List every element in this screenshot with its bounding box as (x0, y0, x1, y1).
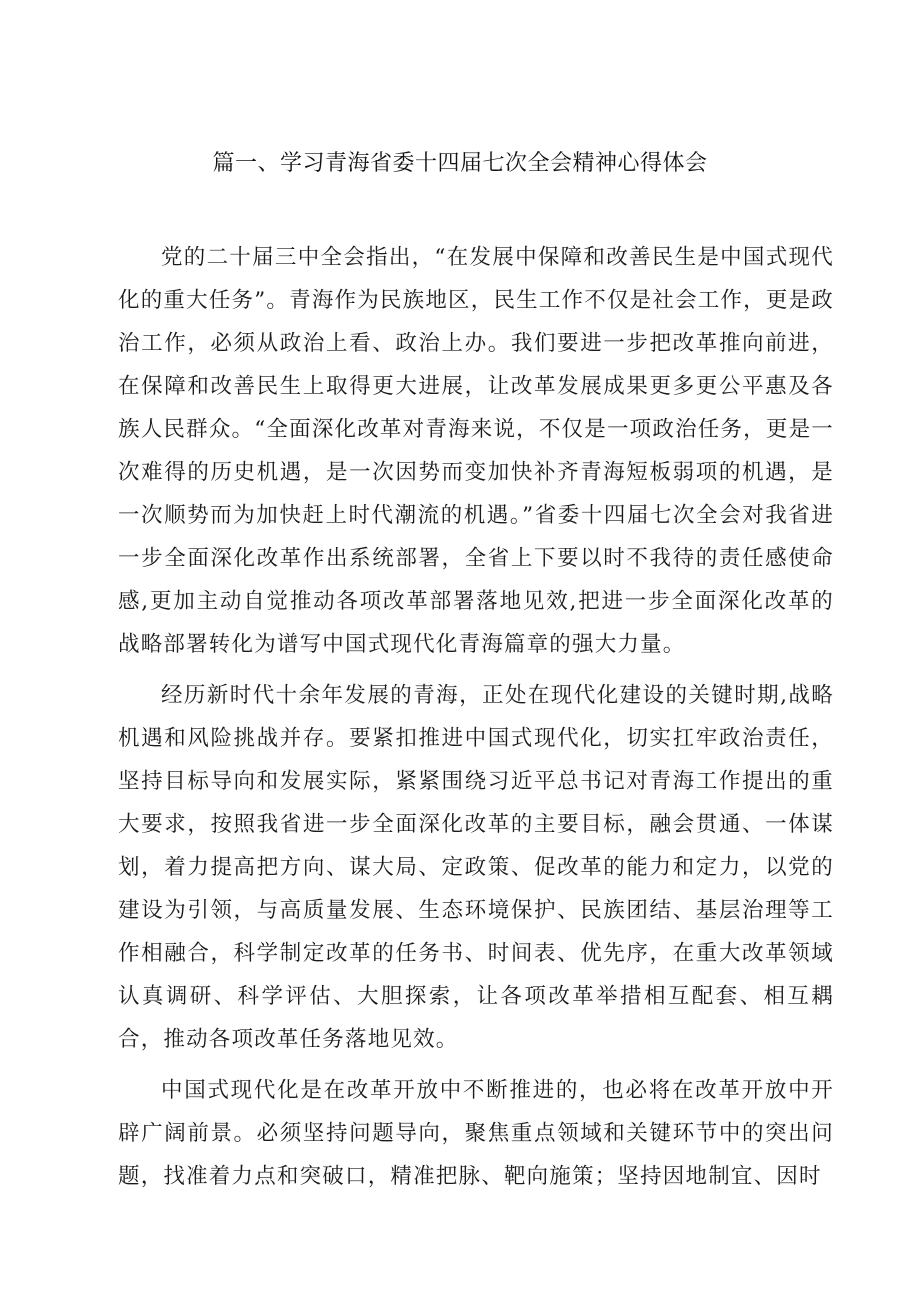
paragraph-2: 经历新时代十余年发展的青海，正处在现代化建设的关键时期,战略机遇和风险挑战并存。要紧扣推进中国式现代化，切实扛牢政治责任，坚持目标导向和发展实际，紧紧围绕习近平总书记对青海工作提出的重大要求，按照我省进一步全面深化改革的主要目标，融会贯通、一体谋划，着力提高把方向、谋大局、定政策、促改革的能力和定力，以党的建设为引领，与高质量发展、生态环境保护、民族团结、基层治理等工作相融合，科学制定改革的任务书、时间表、优先序，在重大改革领域认真调研、科学评估、大胆探索，让各项改革举措相互配套、相互耦合，推动各项改革任务落地见效。 (118, 683, 834, 1052)
paragraph-3: 中国式现代化是在改革开放中不断推进的，也必将在改革开放中开辟广阔前景。必须坚持问题导向，聚焦重点领域和关键环节中的突出问题，找准着力点和突破口，精准把脉、靶向施策；坚持因地制宜、因时 (118, 1078, 834, 1189)
paragraph-1: 党的二十届三中全会指出，“在发展中保障和改善民生是中国式现代化的重大任务”。青海作为民族地区，民生工作不仅是社会工作，更是政治工作，必须从政治上看、政治上办。我们要进一步把改革推向前进，在保障和改善民生上取得更大进展，让改革发展成果更多更公平惠及各族人民群众。“全面深化改革对青海来说，不仅是一项政治任务，更是一次难得的历史机遇，是一次因势而变加快补齐青海短板弱项的机遇，是一次顺势而为加快赶上时代潮流的机遇。”省委十四届七次全会对我省进一步全面深化改革作出系统部署，全省上下要以时不我待的责任感使命感,更加主动自觉推动各项改革部署落地见效,把进一步全面深化改革的战略部署转化为谱写中国式现代化青海篇章的强大力量。 (118, 245, 834, 657)
document-title: 篇一、学习青海省委十四届七次全会精神心得体会 (212, 151, 708, 176)
document-body (118, 236, 834, 1206)
